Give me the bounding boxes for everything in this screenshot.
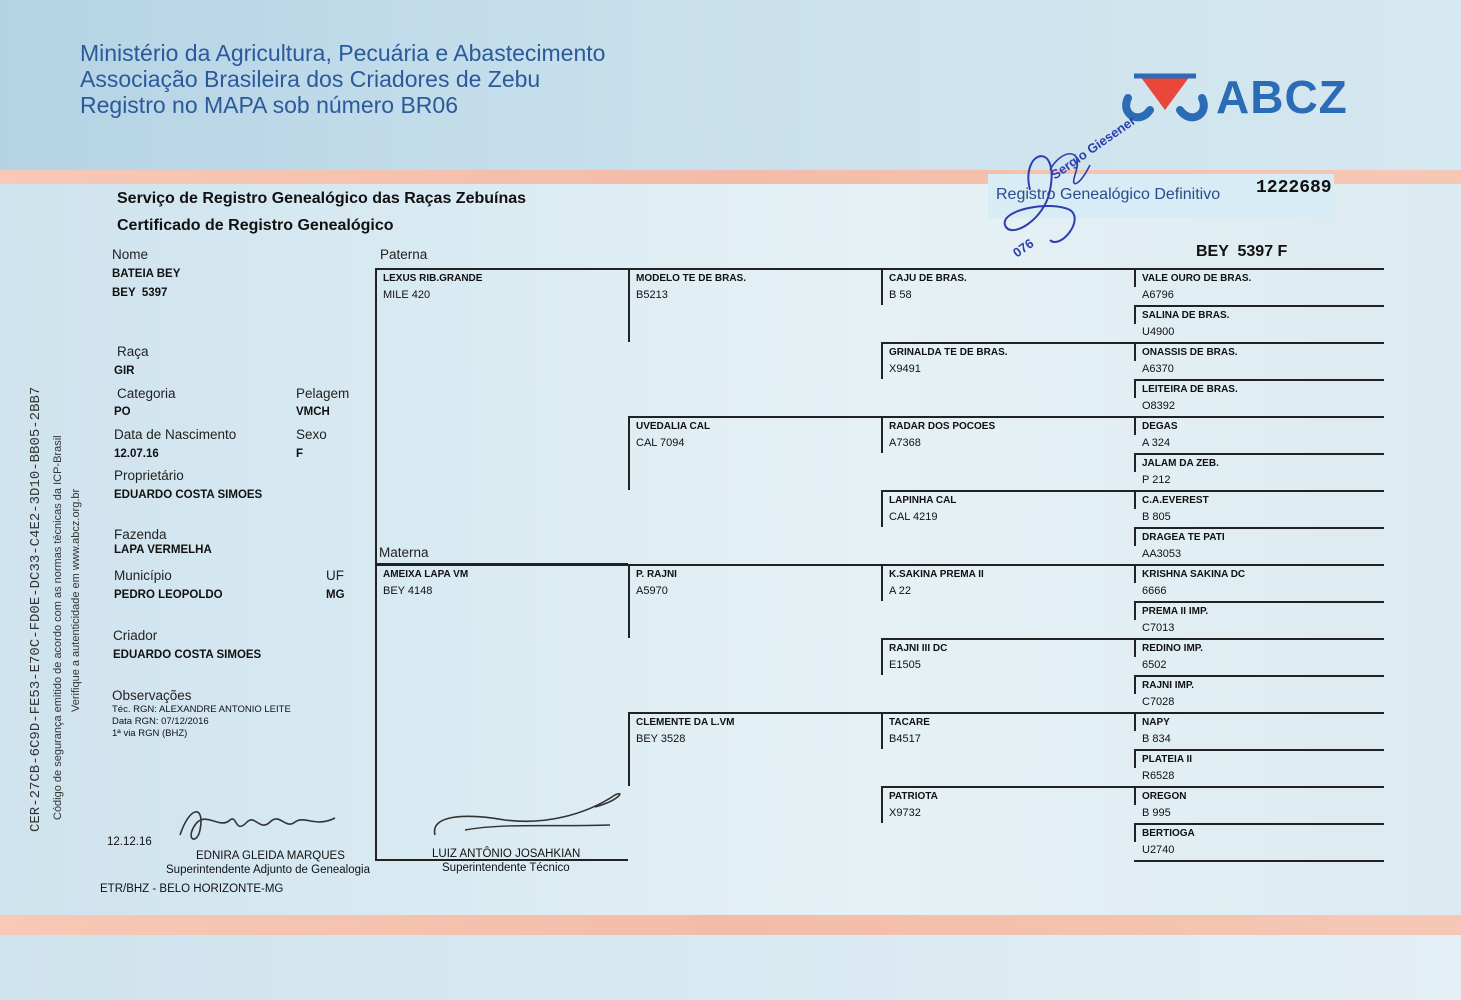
pedigree-line — [375, 564, 377, 860]
obs-line: Téc. RGN: ALEXANDRE ANTONIO LEITE — [112, 704, 291, 715]
raca-value: GIR — [114, 365, 135, 377]
sexo-label: Sexo — [296, 427, 327, 442]
ancestor-registration: 6502 — [1142, 659, 1167, 671]
ancestor-registration: AA3053 — [1142, 548, 1182, 560]
obs-line: Data RGN: 07/12/2016 — [112, 716, 209, 727]
ancestor-name: P. RAJNI — [636, 569, 677, 580]
pedigree-line — [1134, 527, 1136, 546]
sexo-value: F — [296, 448, 304, 460]
ancestor-registration: R6528 — [1142, 770, 1175, 782]
criador-label: Criador — [113, 628, 158, 643]
pedigree-line — [628, 712, 630, 786]
ancestor-name: TACARE — [889, 717, 930, 728]
pelagem-value: VMCH — [296, 406, 330, 418]
pedigree-line — [881, 268, 1134, 270]
ancestor-name: RAJNI III DC — [889, 643, 948, 654]
pedigree-line — [1134, 860, 1384, 862]
ancestor-registration: B 995 — [1142, 807, 1171, 819]
pedigree-line — [628, 712, 881, 714]
ancestor-name: PREMA II IMP. — [1142, 606, 1209, 617]
pedigree-line — [1134, 712, 1384, 714]
pedigree-line — [1134, 268, 1384, 270]
pedigree-line — [1134, 416, 1384, 418]
registro-number: 1222689 — [1256, 178, 1332, 198]
stamp-text: Sergio Giesener — [1048, 112, 1139, 183]
mapa-registry: Registro no MAPA sob número BR06 — [80, 92, 458, 118]
pedigree-line — [1134, 601, 1384, 603]
pedigree-line — [1134, 453, 1136, 472]
pedigree-line — [628, 268, 881, 270]
pedigree-line — [375, 268, 377, 564]
ancestor-name: RAJNI IMP. — [1142, 680, 1195, 691]
ancestor-name: LAPINHA CAL — [889, 495, 957, 506]
pedigree-line — [881, 786, 1134, 788]
location: ETR/BHZ - BELO HORIZONTE-MG — [100, 883, 284, 895]
stamp — [990, 112, 1160, 280]
signature-1-role: Superintendente Adjunto de Genealogia — [166, 864, 370, 876]
ancestor-registration: P 212 — [1142, 474, 1171, 486]
nascimento-value: 12.07.16 — [114, 448, 159, 460]
ancestor-name: C.A.EVEREST — [1142, 495, 1209, 506]
ancestor-registration: CAL 4219 — [889, 511, 938, 523]
security-code: CER-27CB-6C9D-FE53-E70C-FD0E-DC33-C4E2-3D10-BB05-2BB7 — [28, 386, 44, 832]
pedigree-line — [1134, 342, 1136, 361]
proprietario-label: Proprietário — [114, 468, 184, 483]
pedigree-line — [881, 416, 1134, 418]
pedigree-line — [1134, 527, 1384, 529]
pedigree-line — [1134, 490, 1136, 509]
ancestor-registration: B 805 — [1142, 511, 1171, 523]
ancestor-registration: B 834 — [1142, 733, 1171, 745]
signature-2-name: LUIZ ANTÔNIO JOSAHKIAN — [432, 848, 581, 860]
ancestor-registration: A6370 — [1142, 363, 1174, 375]
pedigree-line — [881, 564, 883, 601]
pedigree-line — [1134, 564, 1384, 566]
ministry-title: Ministério da Agricultura, Pecuária e Abastecimento — [80, 40, 606, 66]
ancestor-name: LEITEIRA DE BRAS. — [1142, 384, 1238, 395]
categoria-label: Categoria — [117, 386, 176, 401]
ancestor-registration: X9491 — [889, 363, 921, 375]
pedigree-line — [1134, 638, 1384, 640]
bottom-stripe — [0, 915, 1461, 935]
pedigree-line — [628, 416, 630, 490]
footer-band — [0, 935, 1461, 1000]
verify-text: Verifique a autenticidade em www.abcz.org.br — [70, 488, 82, 712]
pedigree-line — [881, 342, 883, 379]
ancestor-registration: 6666 — [1142, 585, 1167, 597]
pedigree-line — [1134, 712, 1136, 731]
security-text: Código de segurança emitido de acordo com as normas técnicas da ICP-Brasil — [52, 435, 64, 820]
service-title: Serviço de Registro Genealógico das Raças Zebuínas — [117, 190, 527, 207]
pedigree-line — [1134, 823, 1384, 825]
municipio-value: PEDRO LEOPOLDO — [114, 589, 223, 601]
pedigree-line — [1134, 749, 1136, 768]
pedigree-line — [1134, 786, 1384, 788]
pedigree-line — [375, 268, 628, 270]
pedigree-line — [1134, 564, 1136, 583]
ancestor-registration: E1505 — [889, 659, 921, 671]
ancestor-name: KRISHNA SAKINA DC — [1142, 569, 1246, 580]
ancestor-registration: B4517 — [889, 733, 921, 745]
pedigree-line — [881, 564, 1134, 566]
signature-1-name: EDNIRA GLEIDA MARQUES — [196, 850, 345, 862]
obs-line: 1ª via RGN (BHZ) — [112, 728, 188, 739]
ancestor-name: ONASSIS DE BRAS. — [1142, 347, 1238, 358]
uf-value: MG — [326, 589, 345, 601]
fazenda-value: LAPA VERMELHA — [114, 544, 212, 556]
ancestor-registration: MILE 420 — [383, 289, 431, 301]
pedigree-line — [1134, 379, 1136, 398]
materna-label: Materna — [379, 545, 429, 560]
association-title: Associação Brasileira dos Criadores de Zebu — [80, 66, 541, 92]
ancestor-name: MODELO TE DE BRAS. — [636, 273, 747, 284]
signature-1-icon — [175, 800, 345, 855]
municipio-label: Município — [114, 568, 172, 583]
pedigree-line — [1134, 675, 1384, 677]
pedigree-line — [881, 638, 1134, 640]
ancestor-name: REDINO IMP. — [1142, 643, 1203, 654]
nascimento-label: Data de Nascimento — [114, 427, 237, 442]
pedigree-line — [881, 416, 883, 453]
pedigree-line — [1134, 786, 1136, 805]
ancestor-name: BERTIOGA — [1142, 828, 1195, 839]
certificate-title: Certificado de Registro Genealógico — [117, 217, 394, 234]
ancestor-registration: B5213 — [636, 289, 668, 301]
ancestor-name: GRINALDA TE DE BRAS. — [889, 347, 1008, 358]
ancestor-registration: U4900 — [1142, 326, 1175, 338]
ancestor-registration: A7368 — [889, 437, 921, 449]
pedigree-line — [881, 342, 1134, 344]
ancestor-name: CLEMENTE DA L.VM — [636, 717, 735, 728]
ancestor-name: DEGAS — [1142, 421, 1178, 432]
nome-code: BEY 5397 — [112, 287, 168, 299]
observacoes-label: Observações — [112, 688, 192, 703]
abcz-logo-text: ABCZ — [1216, 71, 1348, 123]
ancestor-registration: X9732 — [889, 807, 921, 819]
ancestor-name: PATRIOTA — [889, 791, 938, 802]
ancestor-name: SALINA DE BRAS. — [1142, 310, 1230, 321]
pedigree-line — [1134, 416, 1136, 435]
pedigree-line — [1134, 268, 1136, 287]
ancestor-registration: C7013 — [1142, 622, 1175, 634]
ancestor-registration: U2740 — [1142, 844, 1175, 856]
ancestor-name: RADAR DOS POCOES — [889, 421, 996, 432]
pedigree-line — [628, 564, 630, 638]
ancestor-name: CAJU DE BRAS. — [889, 273, 967, 284]
criador-value: EDUARDO COSTA SIMOES — [113, 649, 262, 661]
proprietario-value: EDUARDO COSTA SIMOES — [114, 489, 263, 501]
pedigree-line — [881, 712, 883, 749]
pedigree-line — [1134, 490, 1384, 492]
pedigree-line — [881, 712, 1134, 714]
ancestor-name: AMEIXA LAPA VM — [383, 569, 469, 580]
animal-code: BEY 5397 F — [1196, 243, 1288, 260]
pedigree-line — [881, 490, 1134, 492]
pedigree-line — [881, 638, 883, 675]
signature-2-role: Superintendente Técnico — [442, 862, 570, 874]
pedigree-line — [881, 786, 883, 823]
signature-date: 12.12.16 — [107, 836, 152, 848]
pedigree-line — [881, 268, 883, 305]
ancestor-name: LEXUS RIB.GRANDE — [383, 273, 483, 284]
fazenda-label: Fazenda — [114, 527, 167, 542]
uf-label: UF — [326, 568, 344, 583]
registro-label: Registro Genealógico Definitivo — [996, 186, 1221, 203]
ancestor-registration: A 22 — [889, 585, 912, 597]
abcz-logo-icon — [1120, 70, 1210, 125]
ancestor-registration: A5970 — [636, 585, 668, 597]
pelagem-label: Pelagem — [296, 386, 350, 401]
ancestor-registration: C7028 — [1142, 696, 1175, 708]
ancestor-name: OREGON — [1142, 791, 1187, 802]
ancestor-registration: A 324 — [1142, 437, 1171, 449]
stamp-number: 076 — [1010, 235, 1037, 261]
ancestor-registration: CAL 7094 — [636, 437, 685, 449]
pedigree-line — [1134, 638, 1136, 657]
pedigree-line — [1134, 453, 1384, 455]
pedigree-line — [1134, 601, 1136, 620]
ancestor-name: NAPY — [1142, 717, 1170, 728]
ancestor-name: JALAM DA ZEB. — [1142, 458, 1219, 469]
pedigree-line — [1134, 379, 1384, 381]
ancestor-registration: B 58 — [889, 289, 912, 301]
ancestor-registration: BEY 3528 — [636, 733, 686, 745]
ancestor-name: DRAGEA TE PATI — [1142, 532, 1225, 543]
pedigree-line — [375, 563, 628, 565]
pedigree-line — [1134, 305, 1136, 324]
pedigree-line — [1134, 305, 1384, 307]
pedigree-line — [881, 490, 883, 527]
ancestor-registration: A6796 — [1142, 289, 1174, 301]
ancestor-registration: O8392 — [1142, 400, 1176, 412]
pedigree-line — [628, 564, 881, 566]
pedigree-line — [1134, 823, 1136, 842]
ancestor-name: UVEDALIA CAL — [636, 421, 711, 432]
categoria-value: PO — [114, 406, 131, 418]
nome-value: BATEIA BEY — [112, 268, 181, 280]
ancestor-name: PLATEIA II — [1142, 754, 1192, 765]
signature-2-icon — [425, 785, 635, 850]
pedigree-line — [1134, 749, 1384, 751]
raca-label: Raça — [117, 344, 149, 359]
nome-label: Nome — [112, 247, 149, 262]
ancestor-registration: BEY 4148 — [383, 585, 433, 597]
pedigree-line — [1134, 675, 1136, 694]
ancestor-name: K.SAKINA PREMA II — [889, 569, 984, 580]
pedigree-line — [1134, 342, 1384, 344]
paterna-label: Paterna — [380, 247, 428, 262]
pedigree-line — [628, 416, 881, 418]
pedigree-line — [628, 268, 630, 342]
ancestor-name: VALE OURO DE BRAS. — [1142, 273, 1252, 284]
